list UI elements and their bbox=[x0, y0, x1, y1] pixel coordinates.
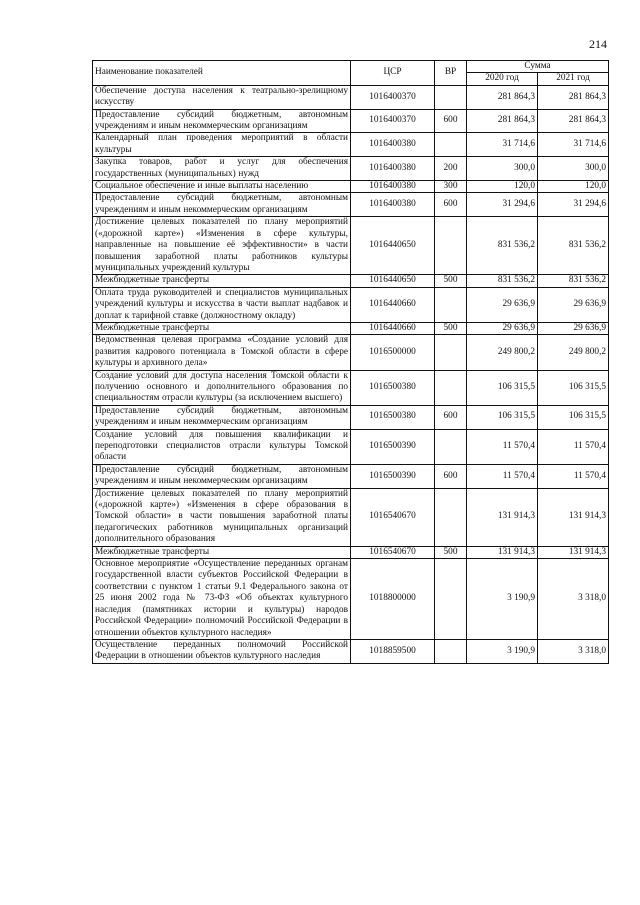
row-2020-cell: 131 914,3 bbox=[467, 488, 538, 546]
row-vr-cell bbox=[435, 429, 467, 464]
row-csr-cell: 1016500390 bbox=[351, 429, 435, 464]
row-csr-cell: 1018800000 bbox=[351, 559, 435, 640]
row-name-cell: Обеспечение доступа населения к театрально-зрелищному искусству bbox=[93, 85, 351, 109]
row-csr-cell: 1016400370 bbox=[351, 85, 435, 109]
row-csr-cell: 1016500380 bbox=[351, 405, 435, 429]
row-name-cell: Создание условий для доступа населения Томской области к получению основного и дополнительного образования по специальностям отрасли культуры (за исключением высшего) bbox=[93, 370, 351, 405]
row-vr-cell bbox=[435, 335, 467, 370]
table-row bbox=[93, 217, 609, 275]
column-header-vr: ВР bbox=[435, 61, 467, 86]
row-csr-cell: 1016400370 bbox=[351, 109, 435, 133]
row-csr-cell: 1016400380 bbox=[351, 193, 435, 217]
row-name-cell: Достижение целевых показателей по плану мероприятий («дорожной карте») «Изменения в сфере культуры, направленные на повышение её эффективности» в части повышения заработной платы работников культуры муниципальных учреждений культуры bbox=[93, 217, 351, 275]
table-row bbox=[93, 546, 609, 558]
row-2020-cell: 831 536,2 bbox=[467, 217, 538, 275]
row-name-cell: Календарный план проведения мероприятий в области культуры bbox=[93, 133, 351, 157]
row-name-cell: Предоставление субсидий бюджетным, автономным учреждениям и иным некоммерческим организациям bbox=[93, 405, 351, 429]
row-2021-cell: 11 570,4 bbox=[538, 464, 609, 488]
row-vr-cell: 600 bbox=[435, 405, 467, 429]
row-vr-cell: 500 bbox=[435, 275, 467, 287]
row-vr-cell bbox=[435, 133, 467, 157]
row-2021-cell: 106 315,5 bbox=[538, 370, 609, 405]
row-2021-cell: 31 714,6 bbox=[538, 133, 609, 157]
table-row bbox=[93, 429, 609, 464]
table-header bbox=[93, 61, 609, 86]
row-2020-cell: 831 536,2 bbox=[467, 275, 538, 287]
row-name-cell: Осуществление переданных полномочий Российской Федерации в отношении объектов культурного наследия bbox=[93, 639, 351, 663]
row-name-cell: Межбюджетные трансферты bbox=[93, 275, 351, 287]
row-csr-cell: 1016400380 bbox=[351, 181, 435, 193]
row-csr-cell: 1016440660 bbox=[351, 322, 435, 334]
row-2021-cell: 281 864,3 bbox=[538, 85, 609, 109]
row-vr-cell: 500 bbox=[435, 322, 467, 334]
table-row bbox=[93, 405, 609, 429]
row-2020-cell: 3 190,9 bbox=[467, 559, 538, 640]
row-2020-cell: 106 315,5 bbox=[467, 405, 538, 429]
row-csr-cell: 1018859500 bbox=[351, 639, 435, 663]
row-name-cell: Предоставление субсидий бюджетным, автономным учреждениям и иным некоммерческим организациям bbox=[93, 109, 351, 133]
table-row bbox=[93, 193, 609, 217]
row-2021-cell: 831 536,2 bbox=[538, 217, 609, 275]
row-csr-cell: 1016500380 bbox=[351, 370, 435, 405]
row-2020-cell: 131 914,3 bbox=[467, 546, 538, 558]
column-header-year-2021: 2021 год bbox=[538, 73, 609, 85]
table-row bbox=[93, 109, 609, 133]
row-name-cell: Закупка товаров, работ и услуг для обеспечения государственных (муниципальных) нужд bbox=[93, 157, 351, 181]
row-2020-cell: 120,0 bbox=[467, 181, 538, 193]
row-2021-cell: 120,0 bbox=[538, 181, 609, 193]
row-csr-cell: 1016440650 bbox=[351, 217, 435, 275]
row-2020-cell: 3 190,9 bbox=[467, 639, 538, 663]
table-row bbox=[93, 287, 609, 322]
column-header-year-2020: 2020 год bbox=[467, 73, 538, 85]
row-name-cell: Основное мероприятие «Осуществление переданных органам государственной власти субъектов Российской Федерации в соответствии с пунктом 1 статьи 9.1 Федерального закона от 25 июня 2002 года № 73-ФЗ «Об объектах культурного наследия (памятниках истории и культуры) народов Российской Федерации» полномочий Российской Федерации в отношении объектов культурного наследия» bbox=[93, 559, 351, 640]
row-2020-cell: 29 636,9 bbox=[467, 322, 538, 334]
row-2020-cell: 281 864,3 bbox=[467, 85, 538, 109]
column-header-sum: Сумма bbox=[467, 61, 609, 73]
row-name-cell: Ведомственная целевая программа «Создание условий для развития кадрового потенциала в Томской области в сфере культуры и архивного дела» bbox=[93, 335, 351, 370]
table-row bbox=[93, 488, 609, 546]
table-row bbox=[93, 133, 609, 157]
column-header-name: Наименование показателей bbox=[93, 61, 351, 86]
row-vr-cell: 500 bbox=[435, 546, 467, 558]
row-vr-cell: 200 bbox=[435, 157, 467, 181]
row-vr-cell bbox=[435, 85, 467, 109]
row-2020-cell: 249 800,2 bbox=[467, 335, 538, 370]
row-vr-cell bbox=[435, 559, 467, 640]
row-2020-cell: 106 315,5 bbox=[467, 370, 538, 405]
row-vr-cell: 600 bbox=[435, 193, 467, 217]
row-vr-cell: 600 bbox=[435, 464, 467, 488]
row-name-cell: Предоставление субсидий бюджетным, автономным учреждениям и иным некоммерческим организациям bbox=[93, 193, 351, 217]
row-2021-cell: 106 315,5 bbox=[538, 405, 609, 429]
row-csr-cell: 1016400380 bbox=[351, 157, 435, 181]
table-row bbox=[93, 335, 609, 370]
column-header-csr: ЦСР bbox=[351, 61, 435, 86]
row-csr-cell: 1016540670 bbox=[351, 546, 435, 558]
table-body bbox=[93, 85, 609, 663]
row-2021-cell: 3 318,0 bbox=[538, 559, 609, 640]
page-number: 214 bbox=[589, 37, 607, 51]
table-row bbox=[93, 370, 609, 405]
row-csr-cell: 1016500000 bbox=[351, 335, 435, 370]
row-vr-cell bbox=[435, 287, 467, 322]
table-row bbox=[93, 85, 609, 109]
table-row bbox=[93, 464, 609, 488]
row-vr-cell: 300 bbox=[435, 181, 467, 193]
table-row bbox=[93, 157, 609, 181]
row-2020-cell: 31 294,6 bbox=[467, 193, 538, 217]
row-name-cell: Создание условий для повышения квалификации и переподготовки специалистов отрасли культуры Томской области bbox=[93, 429, 351, 464]
row-2021-cell: 11 570,4 bbox=[538, 429, 609, 464]
row-csr-cell: 1016440650 bbox=[351, 275, 435, 287]
row-2020-cell: 29 636,9 bbox=[467, 287, 538, 322]
row-vr-cell bbox=[435, 639, 467, 663]
row-vr-cell bbox=[435, 370, 467, 405]
row-name-cell: Межбюджетные трансферты bbox=[93, 322, 351, 334]
table-row bbox=[93, 559, 609, 640]
row-2020-cell: 11 570,4 bbox=[467, 429, 538, 464]
row-name-cell: Социальное обеспечение и иные выплаты населению bbox=[93, 181, 351, 193]
row-name-cell: Достижение целевых показателей по плану мероприятий («дорожной карте») «Изменения в сфере образования в Томской области» в части повышения заработной платы педагогических работников муниципальных организаций дополнительного образования bbox=[93, 488, 351, 546]
row-2021-cell: 831 536,2 bbox=[538, 275, 609, 287]
row-2021-cell: 3 318,0 bbox=[538, 639, 609, 663]
row-name-cell: Оплата труда руководителей и специалистов муниципальных учреждений культуры и искусства в части выплат надбавок и доплат к тарифной ставке (должностному окладу) bbox=[93, 287, 351, 322]
row-2021-cell: 29 636,9 bbox=[538, 287, 609, 322]
row-csr-cell: 1016440660 bbox=[351, 287, 435, 322]
row-2020-cell: 31 714,6 bbox=[467, 133, 538, 157]
row-csr-cell: 1016540670 bbox=[351, 488, 435, 546]
row-2021-cell: 281 864,3 bbox=[538, 109, 609, 133]
row-vr-cell: 600 bbox=[435, 109, 467, 133]
budget-table bbox=[92, 60, 609, 664]
row-vr-cell bbox=[435, 217, 467, 275]
row-2021-cell: 131 914,3 bbox=[538, 546, 609, 558]
table-row bbox=[93, 639, 609, 663]
row-csr-cell: 1016500390 bbox=[351, 464, 435, 488]
row-vr-cell bbox=[435, 488, 467, 546]
row-2020-cell: 11 570,4 bbox=[467, 464, 538, 488]
table-row bbox=[93, 181, 609, 193]
row-2021-cell: 31 294,6 bbox=[538, 193, 609, 217]
row-2021-cell: 249 800,2 bbox=[538, 335, 609, 370]
row-name-cell: Предоставление субсидий бюджетным, автономным учреждениям и иным некоммерческим организациям bbox=[93, 464, 351, 488]
row-2020-cell: 300,0 bbox=[467, 157, 538, 181]
table-row bbox=[93, 322, 609, 334]
row-name-cell: Межбюджетные трансферты bbox=[93, 546, 351, 558]
row-2020-cell: 281 864,3 bbox=[467, 109, 538, 133]
row-2021-cell: 300,0 bbox=[538, 157, 609, 181]
table-row bbox=[93, 275, 609, 287]
row-2021-cell: 131 914,3 bbox=[538, 488, 609, 546]
row-csr-cell: 1016400380 bbox=[351, 133, 435, 157]
row-2021-cell: 29 636,9 bbox=[538, 322, 609, 334]
